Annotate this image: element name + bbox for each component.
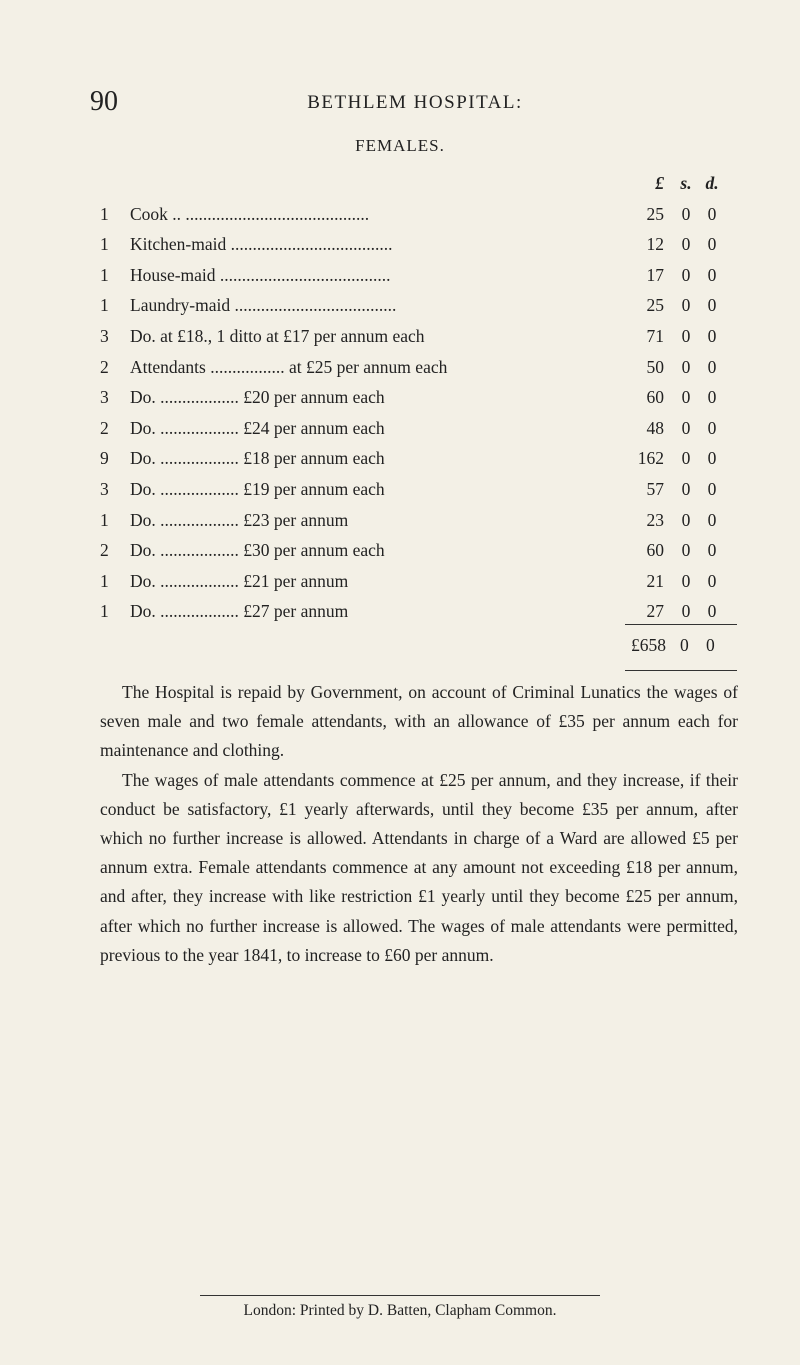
table-row <box>100 352 740 383</box>
page-number: 90 <box>90 86 118 117</box>
row-pounds: 12 <box>646 234 664 255</box>
row-pence: 0 <box>707 387 717 408</box>
row-pounds: 50 <box>646 356 664 377</box>
table-row <box>100 321 740 352</box>
table-row <box>100 443 740 474</box>
row-pence: 0 <box>707 601 717 622</box>
table-row <box>100 199 740 230</box>
row-count: 1 <box>100 234 109 255</box>
row-count: 2 <box>100 417 109 438</box>
table-row <box>100 413 740 444</box>
row-pence: 0 <box>707 234 717 255</box>
table-row <box>100 260 740 291</box>
row-description: Do. .................. £19 per annum each <box>130 478 385 499</box>
row-shillings: 0 <box>681 356 691 377</box>
footer-rule <box>200 1295 600 1296</box>
row-pounds: 71 <box>646 325 664 346</box>
row-pounds: 57 <box>646 478 664 499</box>
table-row <box>100 474 740 505</box>
row-shillings: 0 <box>681 570 691 591</box>
row-pounds: 27 <box>646 601 664 622</box>
row-pounds: 21 <box>646 570 664 591</box>
row-shillings: 0 <box>681 203 691 224</box>
row-count: 1 <box>100 264 109 285</box>
total-pounds: £658 <box>631 635 666 655</box>
row-pence: 0 <box>707 203 717 224</box>
row-pence: 0 <box>707 417 717 438</box>
row-shillings: 0 <box>681 264 691 285</box>
total-shillings: 0 <box>680 635 689 655</box>
paragraph: The wages of male attendants commence at £25 per annum, and they increase, if their conduct be satisfactory, £1 yearly afterwards, until they become £35 per annum, after which no further increase is allowed. Attendants in charge of a Ward are allowed £5 per annum extra. Female attendants commence at any amount not exceeding £18 per annum, and after, they increase with like restriction £1 yearly until they become £25 per annum, after which no further increase is allowed. The wages of male attendants were permitted, previous to the year 1841, to increase to £60 per annum. <box>100 769 738 965</box>
row-shillings: 0 <box>681 509 691 530</box>
paragraph: The Hospital is repaid by Government, on account of Criminal Lunatics the wages of seven male and two female attendants, with an allowance of £35 per annum each for maintenance and clothing. <box>100 682 738 761</box>
row-pounds: 162 <box>637 448 664 469</box>
row-pence: 0 <box>707 570 717 591</box>
total-pence: 0 <box>706 635 715 655</box>
printer-imprint: London: Printed by D. Batten, Clapham Common. <box>243 1302 557 1319</box>
row-count: 1 <box>100 570 109 591</box>
row-shillings: 0 <box>681 234 691 255</box>
row-description: Do. .................. £23 per annum <box>130 509 349 530</box>
running-head: BETHLEM HOSPITAL: <box>307 92 523 113</box>
row-pounds: 60 <box>646 387 664 408</box>
row-description: Do. .................. £21 per annum <box>130 570 349 591</box>
row-count: 1 <box>100 203 109 224</box>
row-count: 2 <box>100 356 109 377</box>
row-shillings: 0 <box>681 448 691 469</box>
row-description: Laundry-maid ..................................... <box>130 295 397 316</box>
pounds-header: £ <box>655 173 664 193</box>
row-shillings: 0 <box>681 295 691 316</box>
row-pounds: 25 <box>646 295 664 316</box>
row-count: 1 <box>100 601 109 622</box>
row-description: Do. .................. £27 per annum <box>130 601 349 622</box>
row-description: Attendants ................. at £25 per annum each <box>130 356 448 377</box>
row-description: House-maid ....................................... <box>130 264 391 285</box>
row-count: 1 <box>100 509 109 530</box>
row-count: 3 <box>100 387 109 408</box>
row-pounds: 48 <box>646 417 664 438</box>
row-pounds: 23 <box>646 509 664 530</box>
table-row <box>100 596 740 627</box>
table-row <box>100 535 740 566</box>
wages-table <box>100 168 740 627</box>
shillings-header: s. <box>680 173 692 193</box>
total-rule-top <box>625 624 737 625</box>
row-pence: 0 <box>707 509 717 530</box>
row-pence: 0 <box>707 448 717 469</box>
row-pence: 0 <box>707 264 717 285</box>
table-row <box>100 229 740 260</box>
row-pence: 0 <box>707 540 717 561</box>
table-row <box>100 505 740 536</box>
row-description: Do. .................. £30 per annum each <box>130 540 385 561</box>
table-rows <box>100 199 740 627</box>
row-count: 3 <box>100 325 109 346</box>
body-text <box>100 678 738 970</box>
section-title: FEMALES. <box>355 136 445 155</box>
row-count: 9 <box>100 448 109 469</box>
row-count: 3 <box>100 478 109 499</box>
pence-header: d. <box>705 173 719 193</box>
table-row <box>100 290 740 321</box>
row-pounds: 25 <box>646 203 664 224</box>
row-pence: 0 <box>707 325 717 346</box>
row-pence: 0 <box>707 295 717 316</box>
total-rule-bottom <box>625 670 737 671</box>
row-count: 2 <box>100 540 109 561</box>
row-description: Do. .................. £18 per annum each <box>130 448 385 469</box>
row-shillings: 0 <box>681 478 691 499</box>
row-description: Do. .................. £24 per annum each <box>130 417 385 438</box>
row-shillings: 0 <box>681 325 691 346</box>
row-shillings: 0 <box>681 601 691 622</box>
table-row <box>100 566 740 597</box>
row-pence: 0 <box>707 356 717 377</box>
row-pounds: 17 <box>646 264 664 285</box>
row-shillings: 0 <box>681 417 691 438</box>
row-description: Kitchen-maid ..................................... <box>130 234 393 255</box>
row-description: Do. at £18., 1 ditto at £17 per annum each <box>130 325 425 346</box>
currency-header-row <box>100 168 740 199</box>
row-count: 1 <box>100 295 109 316</box>
row-pounds: 60 <box>646 540 664 561</box>
row-description: Cook .. .......................................... <box>130 203 370 224</box>
row-description: Do. .................. £20 per annum each <box>130 387 385 408</box>
row-shillings: 0 <box>681 540 691 561</box>
row-shillings: 0 <box>681 387 691 408</box>
page-header <box>90 86 740 126</box>
table-row <box>100 382 740 413</box>
row-pence: 0 <box>707 478 717 499</box>
